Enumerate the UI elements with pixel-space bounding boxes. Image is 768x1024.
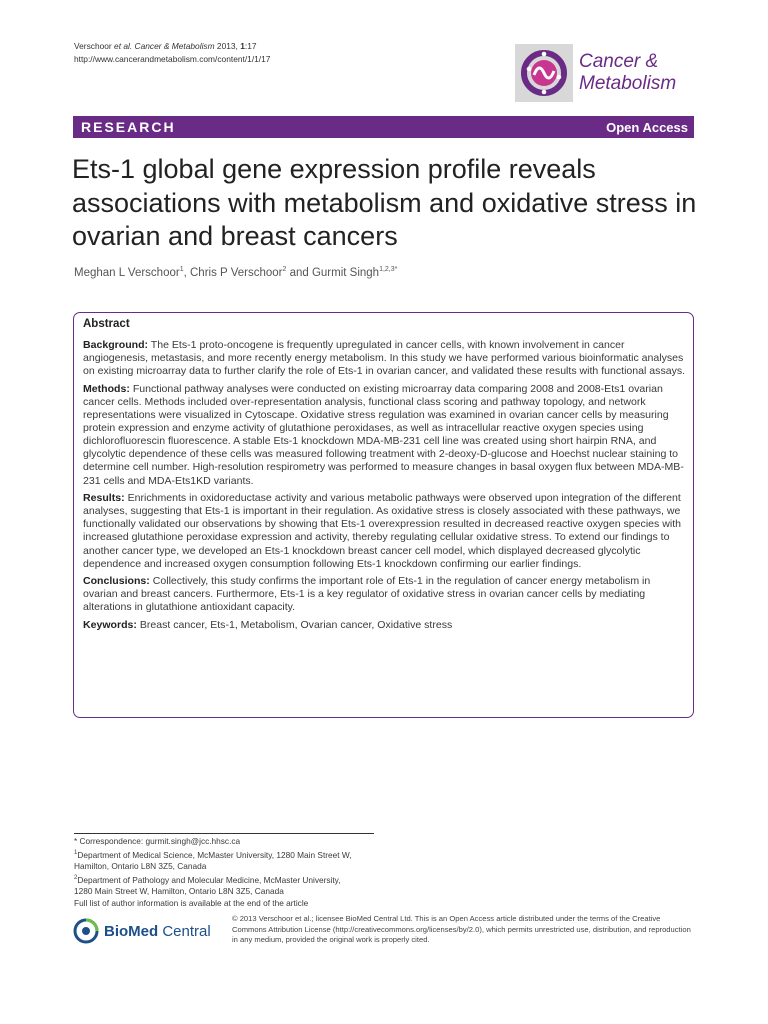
citation-header xyxy=(74,40,270,66)
affiliation-2 xyxy=(74,873,404,886)
abstract-keywords xyxy=(83,619,687,632)
footnote-divider xyxy=(74,833,374,834)
author-affiliation-sup: 1,2,3* xyxy=(379,266,398,273)
copyright-notice: © 2013 Verschoor et al.; licensee BioMed Central Ltd. This is an Open Access article distributed under the terms of the Creative Commons Attribution License (http://creativecommons.org/licenses/by/2.0), which permits unrestricted use, distribution, and reproduction in any medium, provided the original work is properly cited. xyxy=(232,914,691,945)
results-label: Results: xyxy=(83,492,125,505)
background-label: Background: xyxy=(83,339,149,352)
article-type-label: RESEARCH xyxy=(81,119,176,135)
article-title: Ets-1 global gene expression profile reveals associations with metabolism and oxidative stress in ovarian and breast cancers xyxy=(72,154,697,251)
affiliation-1 xyxy=(74,848,404,861)
keywords-label: Keywords: xyxy=(83,618,137,631)
citation-authors: Verschoor xyxy=(74,41,112,51)
conclusions-label: Conclusions: xyxy=(83,575,150,588)
results-text: Enrichments in oxidoreductase activity and various metabolic pathways were observed upon integration of the different analyses, suggesting that Ets-1 is important in their regulation. As oxidative stress is closely associated with these pathways, we functionally validated our observations by showing that Ets-1 overexpression resulted in decreased reactive oxygen species with increased glutathione peroxidase expression and activity, thereby regulating cellular oxidative stress. To extend our findings to another cancer type, we developed an Ets-1 knockdown breast cancer cell model, which displayed decreased glycolytic dependence and increased oxygen consumption following Ets-1 knockdown confirming our earlier findings. xyxy=(83,492,681,570)
background-text: The Ets-1 proto-oncogene is frequently upregulated in cancer cells, with known involvement in cancer angiogenesis, metastasis, and more recently energy metabolism. In this study we have performed various bioinformatic analyses on existing microarray data to further clarify the role of Ets-1 in ovarian cancer, and validated these results with functional assays. xyxy=(83,339,686,378)
correspondence: * Correspondence: gurmit.singh@jcc.hhsc.ca xyxy=(74,836,241,846)
affiliation-2-line2: 1280 Main Street W, Hamilton, Ontario L8N 3Z5, Canada xyxy=(74,885,284,896)
affiliation-text: Department of Pathology and Molecular Medicine, McMaster University, xyxy=(77,874,341,885)
conclusions-text: Collectively, this study confirms the important role of Ets-1 in the regulation of cancer energy metabolism in ovarian and breast cancers. Furthermore, Ets-1 is a key regulator of oxidative stress in ovarian cancer cells by mediating alterations in glutathione antioxidant capacity. xyxy=(83,575,651,614)
author-affiliation-sup: 1 xyxy=(179,266,184,273)
affiliation-sup: 2 xyxy=(74,874,78,881)
citation-volume: 1 xyxy=(240,41,245,51)
methods-label: Methods: xyxy=(83,382,130,395)
citation-journal: et al. Cancer & Metabolism xyxy=(114,41,215,51)
affiliation-1-line2: Hamilton, Ontario L8N 3Z5, Canada xyxy=(74,860,207,871)
citation-year: 2013, xyxy=(216,41,238,51)
cancer-metabolism-logo-icon xyxy=(515,44,573,102)
open-access-label: Open Access xyxy=(606,119,688,135)
affiliation-sup: 1 xyxy=(74,849,78,856)
abstract-methods xyxy=(83,383,687,488)
author-affiliation-sup: 2 xyxy=(282,266,287,273)
footnotes xyxy=(74,836,404,909)
abstract-content xyxy=(83,318,687,637)
abstract-results xyxy=(83,492,687,571)
author-list xyxy=(74,266,397,279)
journal-name-line2: Metabolism xyxy=(579,73,677,94)
author-separator: and xyxy=(286,266,312,279)
journal-logo xyxy=(515,44,676,102)
author-name: Chris P Verschoor xyxy=(190,266,283,279)
abstract-box xyxy=(73,312,694,718)
publisher-name-bold: BioMed xyxy=(104,922,159,940)
publisher-logo xyxy=(73,918,211,944)
biomed-central-logo-icon xyxy=(73,918,99,944)
journal-name xyxy=(579,51,676,95)
citation-article: :17 xyxy=(244,41,257,51)
author-separator: , xyxy=(183,266,190,279)
publisher-name xyxy=(104,923,211,940)
journal-name-line1: Cancer & xyxy=(579,51,659,72)
author-name: Meghan L Verschoor xyxy=(74,266,180,279)
article-type-banner xyxy=(73,116,694,138)
author-info-note: Full list of author information is available at the end of the article xyxy=(74,897,309,908)
affiliation-text: Department of Medical Science, McMaster University, 1280 Main Street W, xyxy=(77,849,352,860)
citation-line xyxy=(74,40,270,53)
keywords-text: Breast cancer, Ets-1, Metabolism, Ovarian cancer, Oxidative stress xyxy=(139,618,453,631)
abstract-heading: Abstract xyxy=(83,318,130,330)
author-name: Gurmit Singh xyxy=(311,266,380,279)
publisher-name-rest: Central xyxy=(158,922,211,940)
methods-text: Functional pathway analyses were conducted on existing microarray data comparing 2008 and 2008-Ets1 ovarian cancer cells. Methods included over-representation analysis, functional class scoring and pathway topology, and network representations were visualized in Cytoscape. Oxidative stress regulation was examined in ovarian cancer cells by measuring protein expression and enzyme activity of glutathione peroxidases, as well as intracellular reactive oxygen species using dichlorofluorescin fluorescence. A stable Ets-1 knockdown MDA-MB-231 cell line was created using short hairpin RNA, and glycolytic dependence of these cells was measured following treatment with 2-deoxy-D-glucose and Hoechst nuclear staining to determine cell number. High-resolution respirometry was performed to measure changes in basal oxygen flux between MDA-MB-231 cells and MDA-Ets1KD variants. xyxy=(83,382,684,487)
article-url[interactable]: http://www.cancerandmetabolism.com/content/1/1/17 xyxy=(74,54,271,64)
abstract-conclusions xyxy=(83,575,687,614)
abstract-background xyxy=(83,339,687,378)
